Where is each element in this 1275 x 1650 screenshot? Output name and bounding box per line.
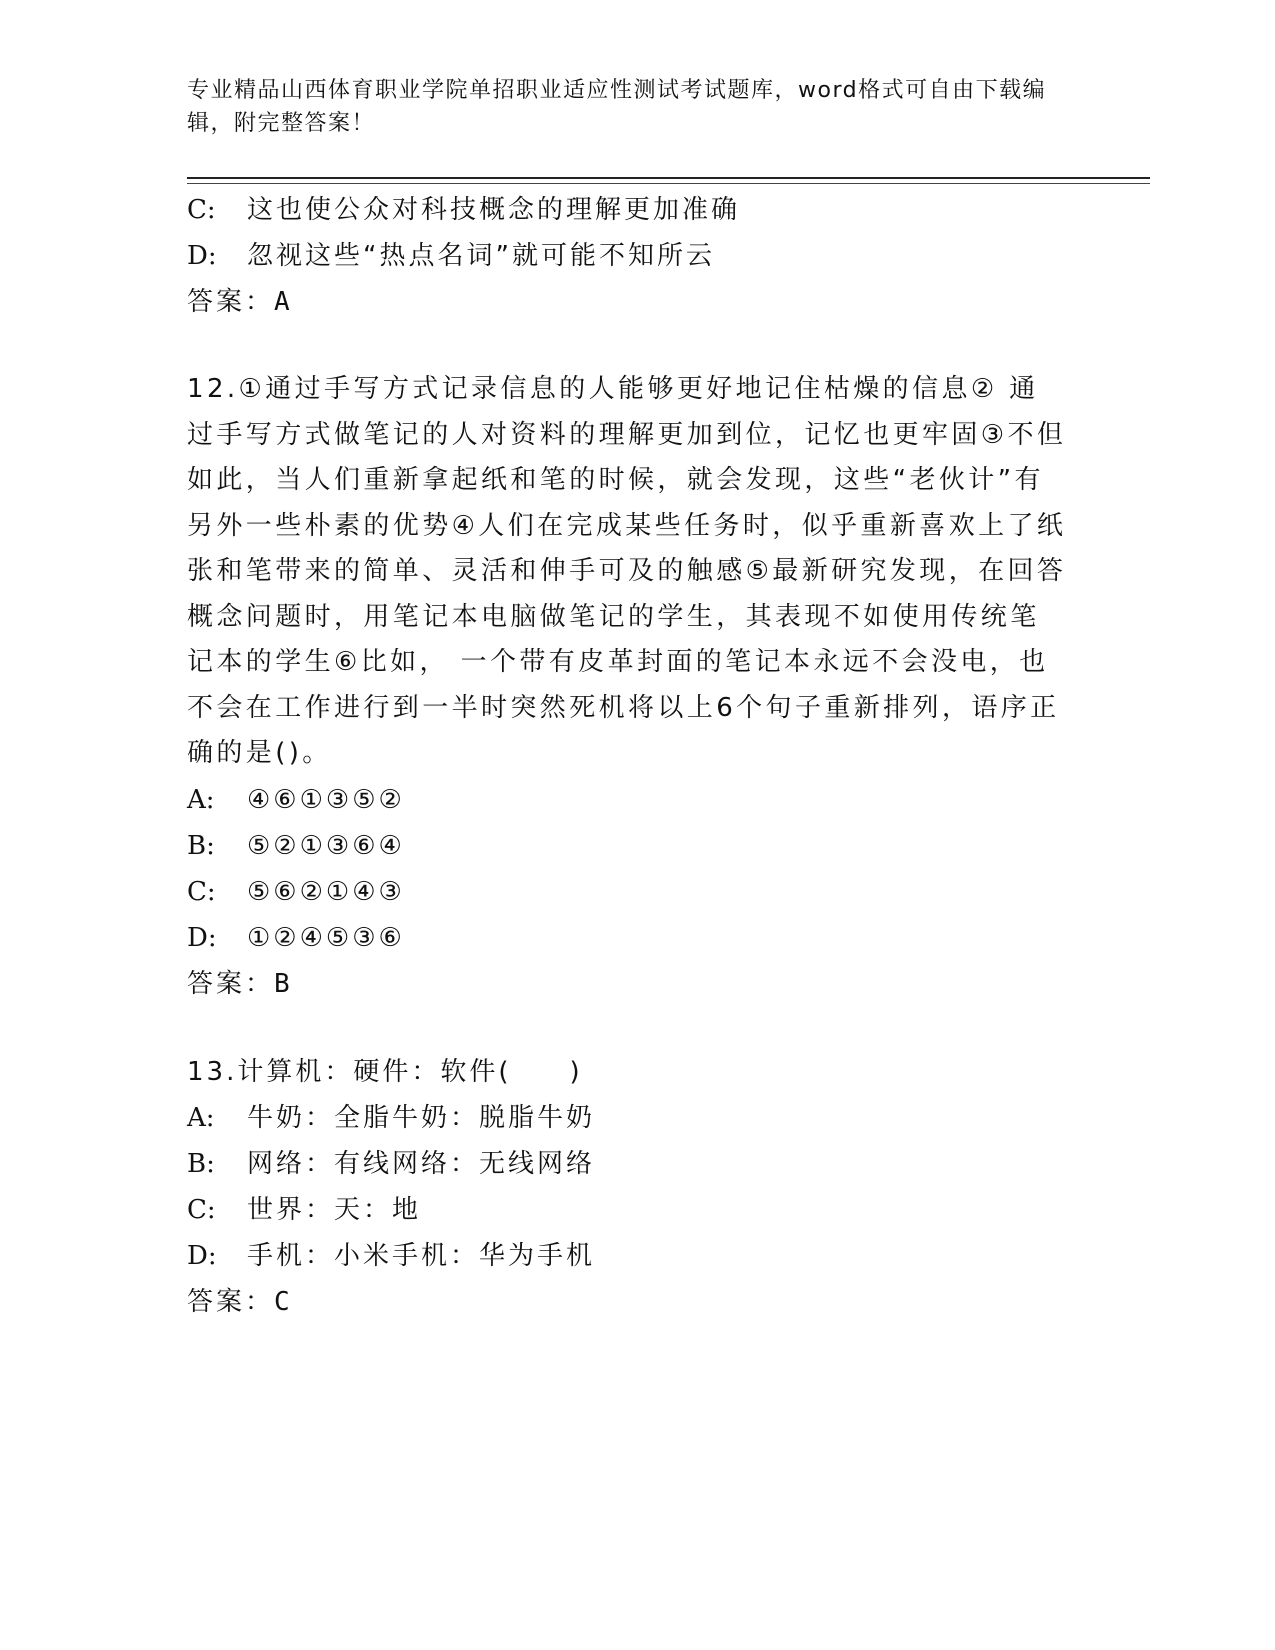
option-text: 忽视这些“热点名词”就可能不知所云 <box>247 241 715 271</box>
option-a <box>187 777 1087 823</box>
option-c <box>187 1187 1087 1233</box>
answer-line <box>187 1279 1087 1325</box>
option-text: ①②④⑤③⑥ <box>247 922 405 953</box>
option-key: C: <box>187 876 216 907</box>
option-key: D: <box>187 922 217 953</box>
option-text: 网络：有线网络：无线网络 <box>247 1148 596 1179</box>
option-key: C: <box>187 1194 216 1225</box>
option-text: 手机：小米手机：华为手机 <box>247 1240 596 1271</box>
option-text: 世界：天：地 <box>247 1194 422 1225</box>
answer-value: A <box>274 287 293 317</box>
option-key: A: <box>187 1102 215 1133</box>
option-b <box>187 823 1087 869</box>
answer-label: 答案： <box>187 287 275 317</box>
option-d <box>187 233 1087 279</box>
previous-question-tail <box>187 187 1087 325</box>
option-text: ⑤②①③⑥④ <box>247 830 405 861</box>
option-d <box>187 915 1087 961</box>
question-12 <box>187 367 1087 1007</box>
option-c <box>187 187 1087 233</box>
option-key: C: <box>187 195 216 225</box>
answer-value: B <box>274 968 293 999</box>
question-text: 12.①通过手写方式记录信息的人能够更好地记住枯燥的信息② 通过手写方式做笔记的人对资料的理解更加到位，记忆也更牢固③不但如此，当人们重新拿起纸和笔的时候，就会发现，这些“老伙计”有另外一些朴素的优势④人们在完成某些任务时，似乎重新喜欢上了纸张和笔带来的简单、灵活和伸手可及的触感⑤最新研究发现，在回答概念问题时，用笔记本电脑做笔记的学生，其表现不如使用传统笔记本的学生⑥比如， 一个带有皮革封面的笔记本永远不会没电，也不会在工作进行到一半时突然死机将以上6个句子重新排列，语序正确的是()。 <box>187 374 1067 768</box>
option-a <box>187 1095 1087 1141</box>
header-divider-thin <box>187 183 1150 184</box>
option-text: ④⑥①③⑤② <box>247 784 405 815</box>
option-text: 这也使公众对科技概念的理解更加准确 <box>247 195 741 225</box>
document-header: 专业精品山西体育职业学院单招职业适应性测试考试题库，word格式可自由下载编辑，附完整答案！ <box>187 78 1047 136</box>
option-key: A: <box>187 784 215 815</box>
option-d <box>187 1233 1087 1279</box>
option-key: B: <box>187 1148 215 1179</box>
answer-line <box>187 279 1087 325</box>
answer-line <box>187 961 1087 1007</box>
option-key: B: <box>187 830 215 861</box>
option-text: ⑤⑥②①④③ <box>247 876 405 907</box>
answer-label: 答案： <box>187 968 275 999</box>
question-13 <box>187 1049 1087 1325</box>
answer-value: C <box>274 1286 293 1317</box>
option-text: 牛奶：全脂牛奶：脱脂牛奶 <box>247 1102 596 1133</box>
option-c <box>187 869 1087 915</box>
answer-label: 答案： <box>187 1286 275 1317</box>
option-key: D: <box>187 1240 217 1271</box>
question-text: 13.计算机：硬件：软件( ) <box>187 1056 583 1087</box>
header-divider-thick <box>187 177 1150 179</box>
document-body <box>187 187 1087 1325</box>
option-key: D: <box>187 241 217 271</box>
option-b <box>187 1141 1087 1187</box>
